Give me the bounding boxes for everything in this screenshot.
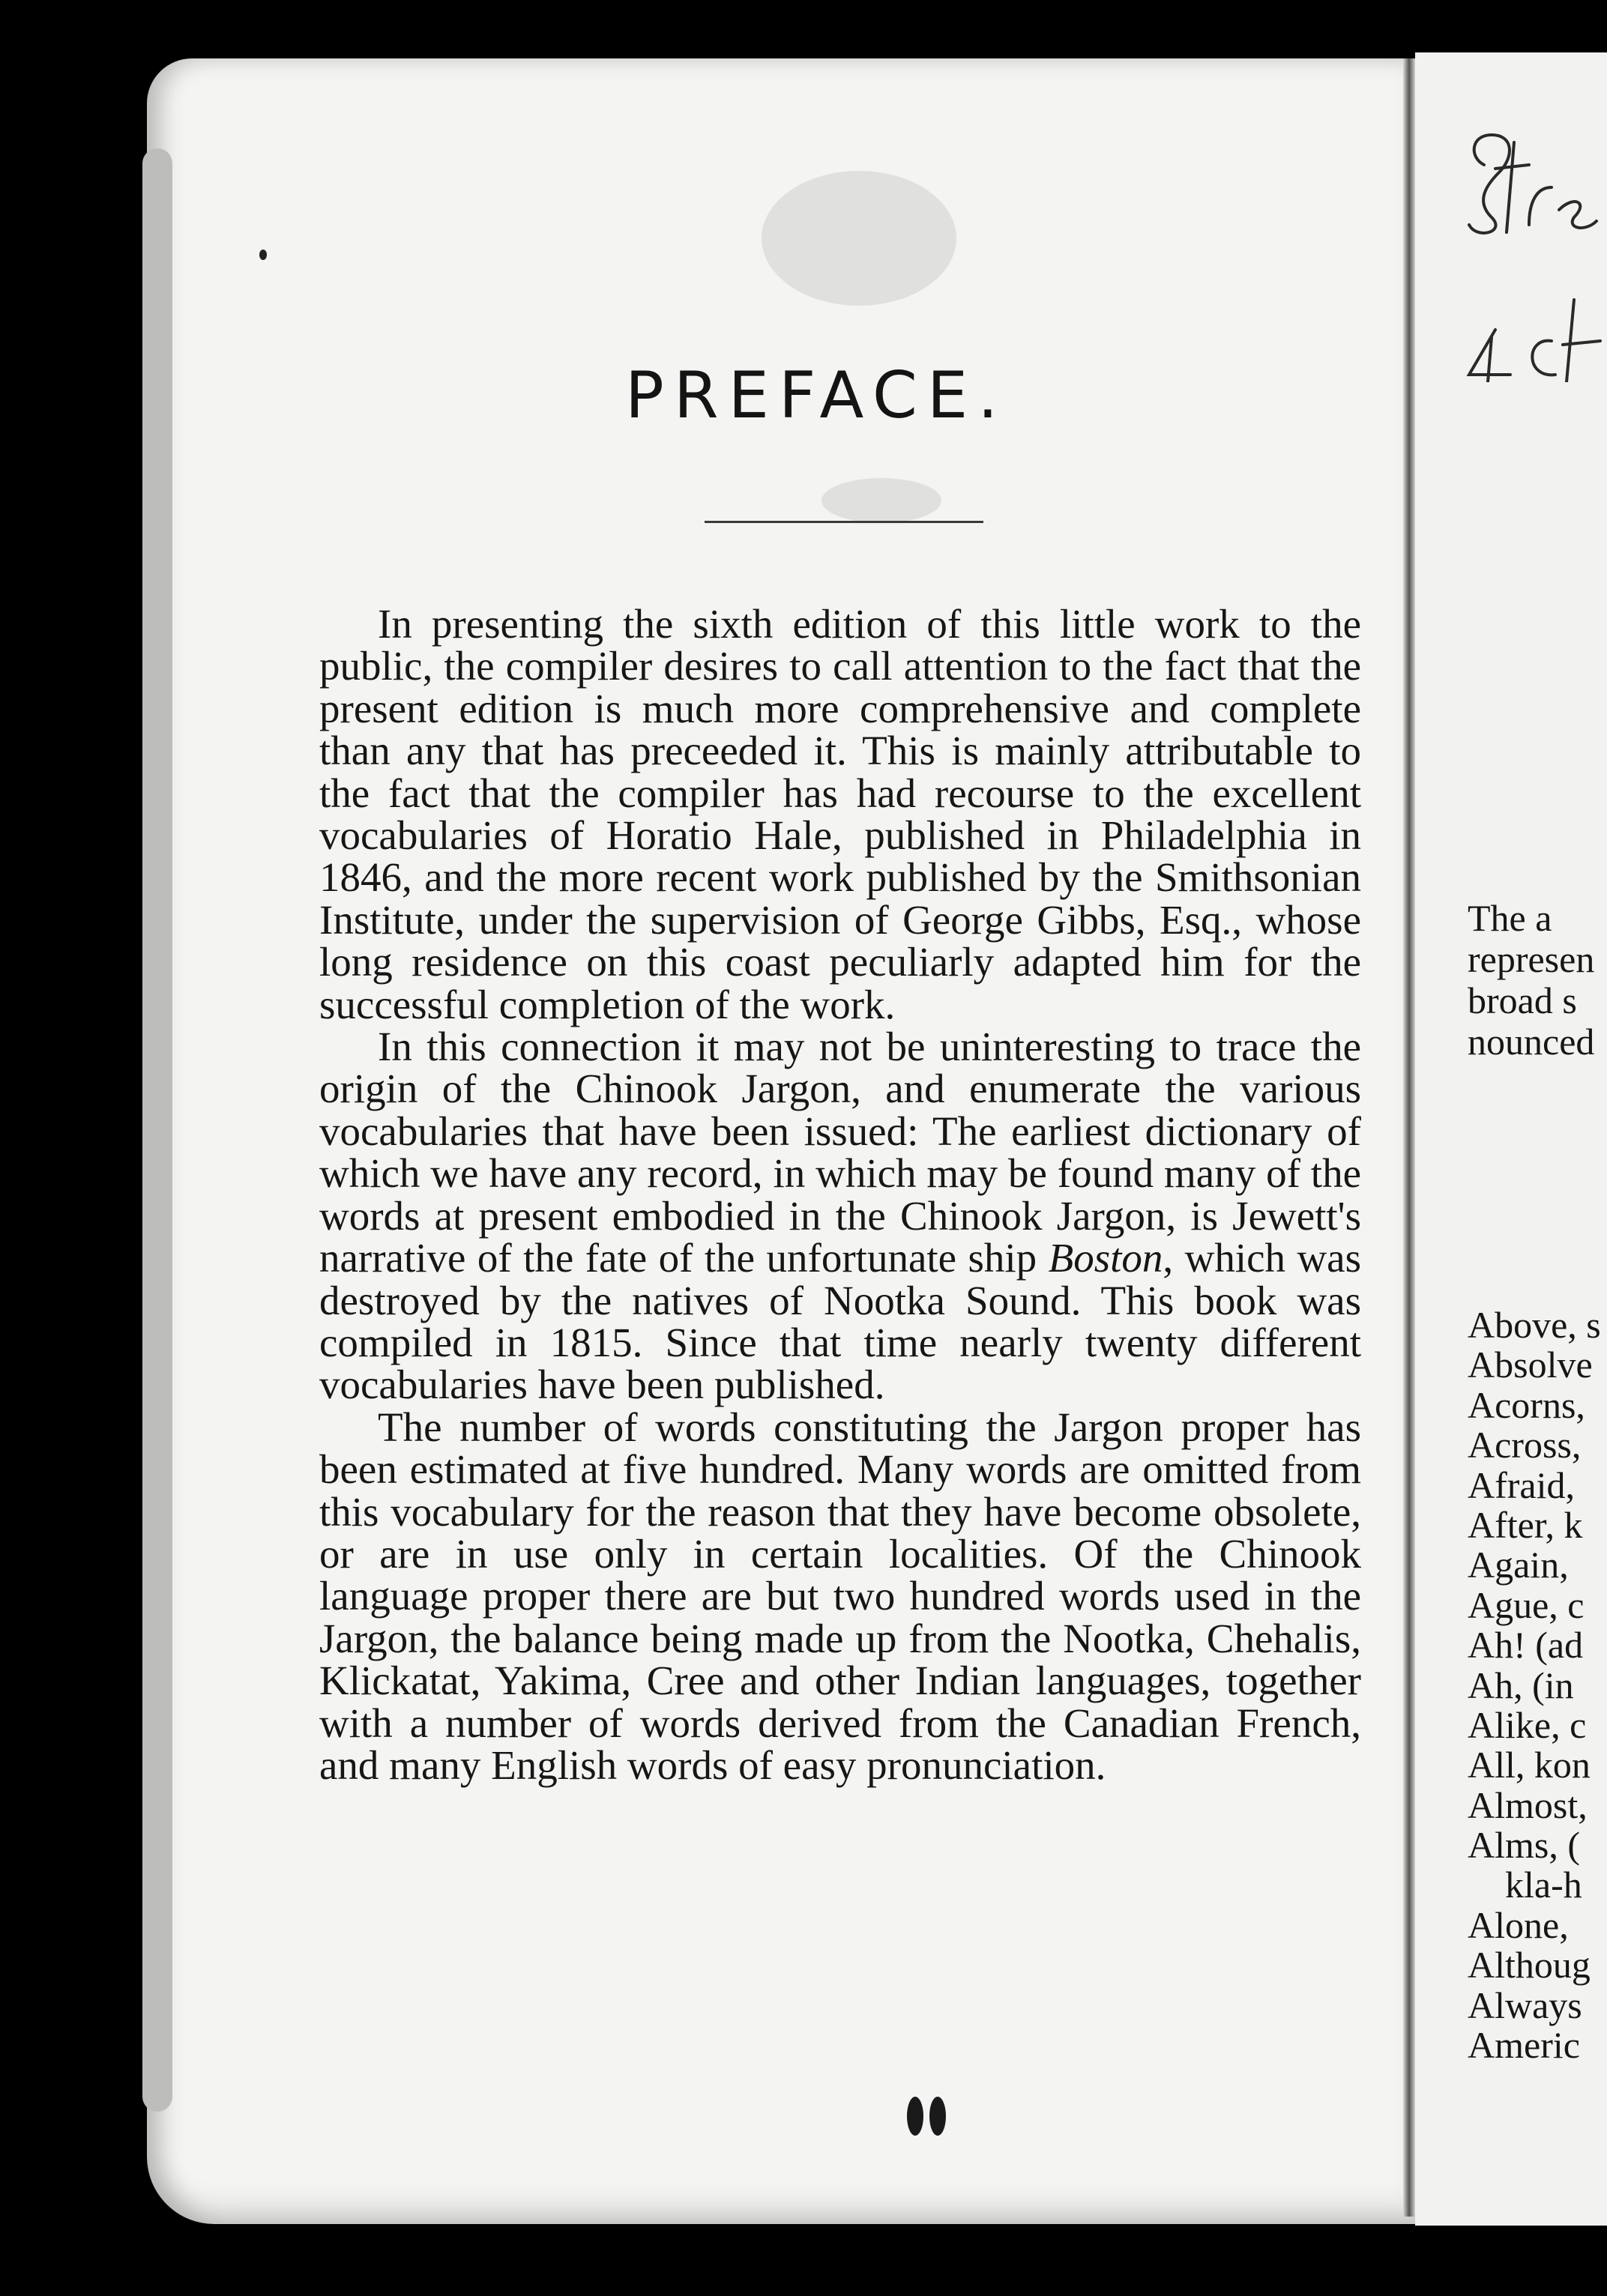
- vocabulary-entry: Alms, (: [1468, 1824, 1580, 1867]
- vocabulary-entry: Almost,: [1468, 1783, 1588, 1826]
- paragraph: [319, 1026, 1361, 1407]
- next-page-intro: [1468, 898, 1594, 1063]
- vocabulary-entry: Above, s: [1468, 1304, 1601, 1346]
- vocabulary-list: [1468, 1305, 1601, 2065]
- vocabulary-entry: Alone,: [1468, 1903, 1569, 1946]
- vocabulary-entry: Ah! (ad: [1468, 1624, 1584, 1667]
- text-run: , which was destroyed by the natives of Nootka Sound. This book was compiled in 1815. Since that time nearly twenty different vocabularies have been published.: [319, 1235, 1361, 1408]
- folio-glyph: [907, 2097, 923, 2136]
- vocabulary-entry: Alike, c: [1468, 1703, 1587, 1746]
- intro-line: The a: [1468, 897, 1552, 939]
- title-rule: [705, 521, 983, 523]
- vocabulary-entry: Americ: [1468, 2024, 1580, 2067]
- vocabulary-entry: Again,: [1468, 1544, 1569, 1586]
- page-folio-mark: [907, 2097, 952, 2139]
- ink-speck: [259, 250, 267, 260]
- page-title: PREFACE.: [625, 358, 1008, 433]
- paragraph: The number of words constituting the Jargon proper has been estimated at five hundred. Many words are omitted from this vocabulary for the reason that they have become obsolete, or are in use only in certain localities. Of the Chinook language proper there are but two hundred words used in the Jargon, the balance being made up from the Nootka, Chehalis, Klickatat, Yakima, Cree and other Indian languages, together with a number of words derived from the Canadian French, and many English words of easy pronunciation.: [319, 1404, 1361, 1788]
- intro-line: nounced: [1468, 1021, 1595, 1063]
- page-stain: [762, 171, 956, 306]
- vocabulary-entry: After, k: [1468, 1503, 1583, 1546]
- vocabulary-entry: Ague, c: [1468, 1583, 1585, 1626]
- vocabulary-entry: All, kon: [1468, 1744, 1591, 1786]
- folio-glyph: [929, 2097, 946, 2136]
- vocabulary-entry: Across,: [1468, 1424, 1582, 1466]
- ship-name: Boston: [1048, 1235, 1163, 1281]
- vocabulary-entry: Afraid,: [1468, 1463, 1575, 1506]
- paragraph: In presenting the sixth edition of this little work to the public, the compiler desires to call attention to the fact that the present edition is much more comprehensive and complete than any that has preceeded it. This is mainly attributable to the fact that the compiler has had recourse to the excellent vocabularies of Horatio Hale, published in Philadelphia in 1846, and the more recent work published by the Smithsonian Institute, under the supervision of George Gibbs, Esq., whose long residence on this coast peculiarly adapted him for the successful completion of the work.: [319, 601, 1361, 1027]
- preface-text: [319, 603, 1361, 1786]
- intro-line: broad s: [1468, 979, 1577, 1021]
- vocabulary-entry: kla-h: [1505, 1864, 1582, 1906]
- vocabulary-entry: Althoug: [1468, 1944, 1591, 1987]
- vocabulary-entry: Acorns,: [1468, 1383, 1585, 1426]
- handwritten-annotation: [1454, 112, 1607, 382]
- page-stain: [821, 478, 941, 523]
- vocabulary-entry: Ah, (in: [1468, 1664, 1574, 1706]
- text-run: In this connection it may not be uninteresting to trace the origin of the Chinook Jargon, and enumerate the various vocabularies that have been issued: The earliest dictionary of which we have any record, in which may be found many of the words at present embodied in the Chinook Jargon, is Jewett's narrative of the fate of the unfortunate ship: [319, 1024, 1361, 1281]
- intro-line: represen: [1468, 938, 1595, 980]
- vocabulary-entry: Always: [1468, 1984, 1582, 2026]
- book-gutter: [1403, 58, 1415, 2217]
- vocabulary-entry: Absolve: [1468, 1344, 1593, 1386]
